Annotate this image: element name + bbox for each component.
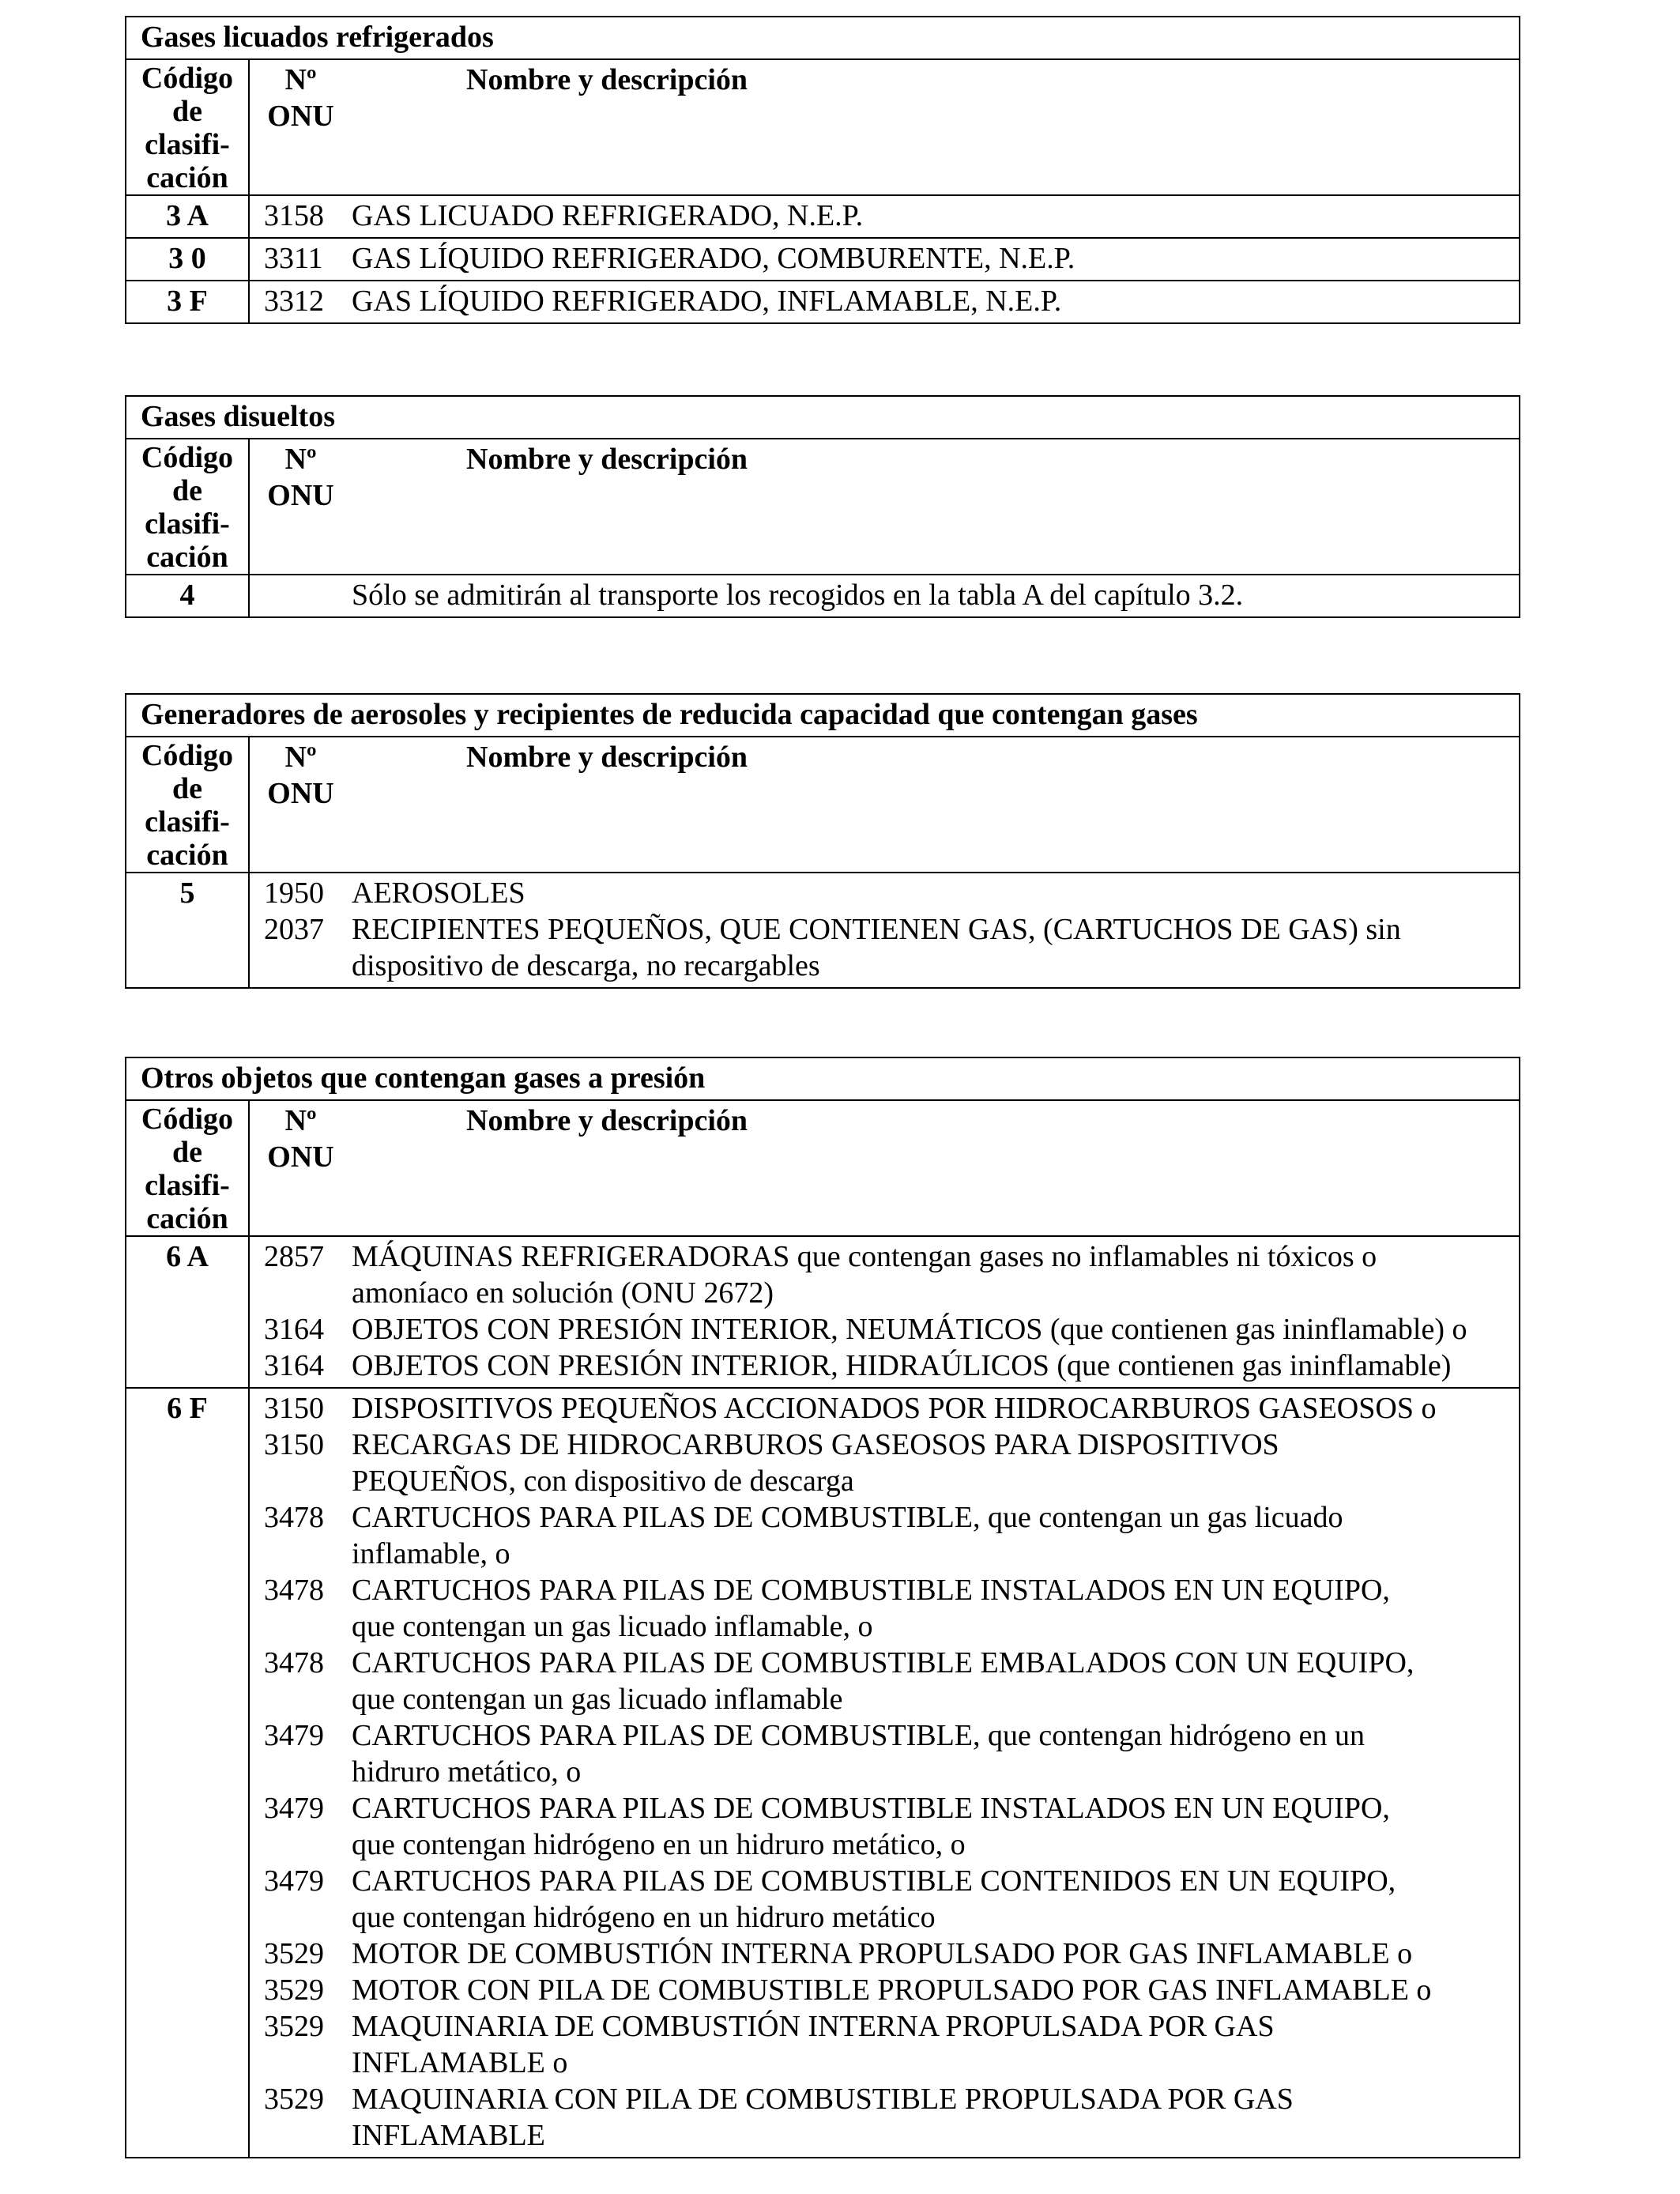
name-line: DISPOSITIVOS PEQUEÑOS ACCIONADOS POR HIDROCARBUROS GASEOSOS o (352, 1392, 1437, 1425)
onu-number: 3479 (264, 1719, 324, 1752)
name-line: RECIPIENTES PEQUEÑOS, QUE CONTIENEN GAS, (CARTUCHOS DE GAS) sin (352, 913, 1401, 946)
name-line: OBJETOS CON PRESIÓN INTERIOR, HIDRAÚLICOS (que contienen gas ininflamable) (352, 1349, 1452, 1382)
header-onu (249, 439, 352, 575)
header-code-line: de clasifi- (145, 1136, 230, 1202)
name-line: MAQUINARIA CON PILA DE COMBUSTIBLE PROPULSADA POR GAS (352, 2083, 1294, 2116)
table-row (126, 281, 1520, 323)
name-line: OBJETOS CON PRESIÓN INTERIOR, NEUMÁTICOS (que contienen gas ininflamable) o (352, 1313, 1467, 1346)
header-code-line: cación (146, 1202, 228, 1235)
onu-spacer (264, 1463, 352, 1499)
onu-cell (249, 1388, 352, 2158)
header-code (126, 59, 249, 195)
onu-spacer (264, 1536, 352, 1572)
name-cell: GAS LÍQUIDO REFRIGERADO, INFLAMABLE, N.E.P. (352, 281, 1520, 323)
name-cell: GAS LICUADO REFRIGERADO, N.E.P. (352, 195, 1520, 238)
onu-cell: 3312 (249, 281, 352, 323)
onu-number: 3164 (264, 1313, 324, 1346)
onu-number: 3479 (264, 1792, 324, 1825)
header-row (126, 1100, 1520, 1236)
name-cell: Sólo se admitirán al transporte los recogidos en la tabla A del capítulo 3.2. (352, 575, 1520, 617)
table-row (126, 238, 1520, 281)
header-onu-line: Nº (284, 63, 317, 96)
header-name: Nombre y descripción (352, 59, 1520, 195)
header-code-line: Código (141, 1103, 234, 1136)
header-onu-line: Nº (284, 741, 317, 774)
onu-number: 3164 (264, 1349, 324, 1382)
header-onu-line: Nº (284, 1104, 317, 1137)
header-row (126, 59, 1520, 195)
onu-number: 2037 (264, 913, 324, 946)
onu-spacer (264, 1608, 352, 1645)
header-onu-line: ONU (267, 100, 334, 133)
code-cell: 6 F (126, 1388, 249, 2158)
header-onu (249, 59, 352, 195)
name-line: inflamable, o (352, 1537, 510, 1570)
table-generadores-aerosoles (125, 693, 1520, 989)
onu-number: 3529 (264, 2010, 324, 2043)
header-row (126, 439, 1520, 575)
header-onu-line: ONU (267, 1140, 334, 1174)
onu-cell: 3158 (249, 195, 352, 238)
name-line: AEROSOLES (352, 876, 525, 910)
table-title: Generadores de aerosoles y recipientes de reducida capacidad que contengan gases (126, 694, 1520, 737)
code-cell: 3 A (126, 195, 249, 238)
onu-number: 3529 (264, 1973, 324, 2007)
name-line: MOTOR DE COMBUSTIÓN INTERNA PROPULSADO POR GAS INFLAMABLE o (352, 1937, 1413, 1970)
name-line: CARTUCHOS PARA PILAS DE COMBUSTIBLE, que contengan hidrógeno en un (352, 1719, 1365, 1752)
onu-cell (249, 873, 352, 988)
name-line: que contengan hidrógeno en un hidruro metático, o (352, 1828, 966, 1861)
table-row (126, 1388, 1520, 2158)
name-cell (352, 1388, 1520, 2158)
onu-number: 3150 (264, 1428, 324, 1461)
name-line: que contengan un gas licuado inflamable, o (352, 1610, 873, 1643)
onu-spacer (264, 1826, 352, 1863)
header-code (126, 439, 249, 575)
onu-number: 3150 (264, 1392, 324, 1425)
onu-number: 3479 (264, 1864, 324, 1898)
table-row (126, 873, 1520, 988)
onu-spacer (264, 2045, 352, 2081)
header-name: Nombre y descripción (352, 1100, 1520, 1236)
name-line: CARTUCHOS PARA PILAS DE COMBUSTIBLE, que contengan un gas licuado (352, 1501, 1343, 1534)
header-code-line: Código (141, 441, 234, 474)
table-gases-licuados-refrigerados (125, 16, 1520, 324)
onu-number: 3478 (264, 1501, 324, 1534)
onu-number: 1950 (264, 876, 324, 910)
onu-cell (249, 1236, 352, 1388)
header-name: Nombre y descripción (352, 737, 1520, 873)
header-onu-line: ONU (267, 479, 334, 512)
table-title: Gases disueltos (126, 396, 1520, 439)
code-cell: 6 A (126, 1236, 249, 1388)
header-name: Nombre y descripción (352, 439, 1520, 575)
name-line: INFLAMABLE o (352, 2046, 568, 2079)
header-onu (249, 1100, 352, 1236)
code-cell: 3 0 (126, 238, 249, 281)
onu-spacer (264, 1681, 352, 1717)
name-line: MAQUINARIA DE COMBUSTIÓN INTERNA PROPULSADA POR GAS (352, 2010, 1275, 2043)
name-line: CARTUCHOS PARA PILAS DE COMBUSTIBLE EMBALADOS CON UN EQUIPO, (352, 1646, 1414, 1679)
name-line: MOTOR CON PILA DE COMBUSTIBLE PROPULSADO POR GAS INFLAMABLE o (352, 1973, 1432, 2007)
onu-number: 3478 (264, 1646, 324, 1679)
name-line: MÁQUINAS REFRIGERADORAS que contengan gases no inflamables ni tóxicos o (352, 1240, 1377, 1273)
name-line: CARTUCHOS PARA PILAS DE COMBUSTIBLE INSTALADOS EN UN EQUIPO, (352, 1792, 1390, 1825)
table-row (126, 1236, 1520, 1388)
onu-spacer (264, 1899, 352, 1936)
table-gases-disueltos (125, 395, 1520, 618)
header-code (126, 737, 249, 873)
table-title: Gases licuados refrigerados (126, 17, 1520, 59)
name-cell (352, 873, 1520, 988)
header-code-line: cación (146, 161, 228, 194)
header-code-line: de clasifi- (145, 474, 230, 541)
table-title: Otros objetos que contengan gases a presión (126, 1057, 1520, 1100)
header-code-line: Código (141, 739, 234, 772)
header-code-line: Código (141, 62, 234, 95)
header-code-line: cación (146, 541, 228, 574)
name-line: RECARGAS DE HIDROCARBUROS GASEOSOS PARA DISPOSITIVOS (352, 1428, 1279, 1461)
name-line: PEQUEÑOS, con dispositivo de descarga (352, 1465, 854, 1498)
table-otros-objetos (125, 1057, 1520, 2158)
header-code-line: cación (146, 839, 228, 872)
header-code (126, 1100, 249, 1236)
name-line: INFLAMABLE (352, 2119, 545, 2152)
header-onu (249, 737, 352, 873)
onu-number: 3529 (264, 1937, 324, 1970)
header-row (126, 737, 1520, 873)
onu-number: 2857 (264, 1240, 324, 1273)
header-code-line: de clasifi- (145, 95, 230, 161)
code-cell: 5 (126, 873, 249, 988)
onu-cell (249, 575, 352, 617)
onu-number: 3478 (264, 1574, 324, 1607)
name-line: dispositivo de descarga, no recargables (352, 949, 820, 982)
name-cell: GAS LÍQUIDO REFRIGERADO, COMBURENTE, N.E.P. (352, 238, 1520, 281)
name-line: que contengan un gas licuado inflamable (352, 1683, 843, 1716)
table-row (126, 195, 1520, 238)
name-line: CARTUCHOS PARA PILAS DE COMBUSTIBLE INSTALADOS EN UN EQUIPO, (352, 1574, 1390, 1607)
name-line: que contengan hidrógeno en un hidruro metático (352, 1901, 936, 1934)
table-row (126, 575, 1520, 617)
onu-spacer (264, 1754, 352, 1790)
header-onu-line: ONU (267, 777, 334, 810)
name-cell (352, 1236, 1520, 1388)
header-onu-line: Nº (284, 443, 317, 476)
onu-cell: 3311 (249, 238, 352, 281)
name-line: hidruro metático, o (352, 1755, 582, 1789)
onu-spacer (264, 1275, 352, 1311)
onu-number: 3529 (264, 2083, 324, 2116)
code-cell: 3 F (126, 281, 249, 323)
name-line: CARTUCHOS PARA PILAS DE COMBUSTIBLE CONTENIDOS EN UN EQUIPO, (352, 1864, 1396, 1898)
name-line: amoníaco en solución (ONU 2672) (352, 1276, 774, 1310)
header-code-line: de clasifi- (145, 772, 230, 839)
code-cell: 4 (126, 575, 249, 617)
